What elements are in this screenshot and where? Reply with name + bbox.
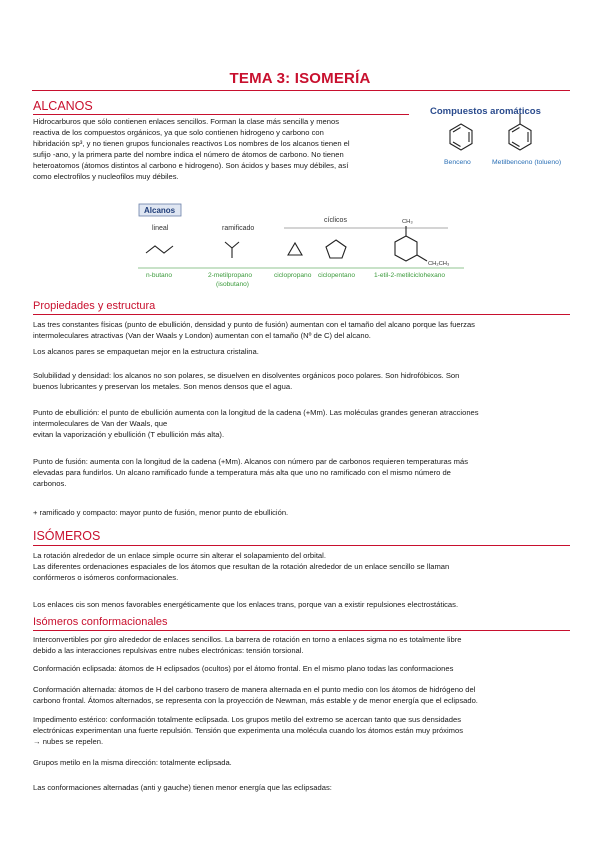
aromaticos-figure [416,100,576,172]
ethylmethylcyclohexane-ring [395,226,427,261]
heading-isomeros-rule [33,545,570,546]
text-line: + ramificado y compacto: mayor punto de fusión, menor punto de ebullición. [33,508,289,517]
text-line: La rotación alrededor de un enlace simple ocurre sin alterar el solapamiento del orbital. [33,551,326,560]
label-ramificado: ramificado [222,225,255,232]
label-lineal: lineal [152,225,169,232]
label-ch3: CH₃ [402,219,413,225]
isobutane-skeleton [225,242,239,258]
label-etil-metil: 1-etil-2-metilciclohexano [374,272,446,279]
propiedades-p5 [33,456,569,489]
text-line: Las tres constantes físicas (punto de ebullición, densidad y punto de fusión) aumentan con el tamaño del alcano porque las fuerzas [33,320,475,329]
toluene-ring [509,114,531,150]
conformacionales-p3 [33,684,569,706]
text-line: Los alcanos pares se empaquetan mejor en la estructura cristalina. [33,347,259,356]
label-isobutano: (isobutano) [216,281,249,288]
conformacionales-p4 [33,714,569,747]
label-2-metilpropano: 2-metilpropano [208,272,252,279]
propiedades-p2 [33,346,569,357]
benzene-ring [450,124,472,150]
text-line: intermoleculares atractivas (Van der Waals y London) aumentan con el tamaño (Nº de C) del alcano. [33,331,371,340]
propiedades-p3 [33,370,569,392]
text-line: heteroatomos (átomos distintos al carbono e hidrogeno). Son ácidos y bases muy débiles, así [33,161,349,170]
text-line: reactiva de los compuestos orgánicos, ya que solo contienen hidrogeno y carbono con [33,128,324,137]
label-ciclopropano: ciclopropano [274,272,312,279]
isomeros-p1 [33,550,569,583]
conformacionales-p5 [33,757,569,768]
propiedades-p4 [33,407,569,440]
alcanos-figure [138,198,464,294]
propiedades-p1 [33,319,569,341]
text-line: Solubilidad y densidad: los alcanos no son polares, se disuelven en disolventes orgánicos poco polares. Son hidrofóbicos. Son [33,371,460,380]
n-butane-skeleton [146,246,173,253]
heading-propiedades-rule [33,314,570,315]
title-underline [32,90,570,91]
text-line: Punto de ebullición: el punto de ebullición aumenta con la longitud de la cadena (+Mm). Las moléculas grandes generan atracciones [33,408,479,417]
alkane-structures [138,198,464,294]
text-line: Impedimento estérico: conformación totalmente eclipsada. Los grupos metilo del extremo se acercan tanto que sus densidades [33,715,462,724]
text-line: Conformación eclipsada: átomos de H eclipsados (ocultos) por el átomo frontal. En el mismo plano todas las conformaciones [33,664,454,673]
heading-isomeros: ISÓMEROS [33,529,101,543]
text-line: Los enlaces cis son menos favorables energéticamente que los enlaces trans, porque van a existir repulsiones electrostáticas. [33,600,459,609]
text-line: debido a las interacciones repulsivas entre nubes electrónicas: tensión torsional. [33,646,304,655]
cyclopentane-ring [326,240,346,258]
label-ch2ch3: CH₂CH₃ [428,261,450,267]
text-line: elevadas para fundirlos. Un alcano ramificado funde a temperatura más alta que uno no ramificado con el mismo número de [33,468,451,477]
heading-conformacionales: Isómeros conformacionales [33,616,168,628]
label-ciclicos: cíclicos [324,217,347,224]
cyclopropane-ring [288,243,302,255]
heading-propiedades: Propiedades y estructura [33,300,156,312]
page-title: TEMA 3: ISOMERÍA [229,70,371,87]
isomeros-p2 [33,599,569,610]
text-line: Las diferentes ordenaciones espaciales de los átomos que resultan de la rotación alrededor de un enlace sencillo se llaman [33,562,450,571]
text-line: Grupos metilo en la misma dirección: totalmente eclipsada. [33,758,232,767]
text-line: Las conformaciones alternadas (anti y gauche) tienen menor energía que las eclipsadas: [33,783,332,792]
heading-conformacionales-rule [33,630,570,631]
text-line: hibridación sp³, y no tienen grupos funcionales reactivos Los nombres de los alcanos tienen el [33,139,350,148]
text-line: buenos lubricantes y preservan los metales. Son menos densos que el agua. [33,382,293,391]
alcanos-box-label: Alcanos [144,206,176,215]
text-line: Conformación alternada: átomos de H del carbono trasero de manera alternada en el punto medio con los átomos de hidrógeno del [33,685,476,694]
text-line: electrónicas experimentan una fuerte repulsión. Tensión que experimenta una molécula cuando los átomos están muy próximos [33,726,463,735]
text-line: → nubes se repelen. [33,737,104,746]
text-line: Interconvertibles por giro alrededor de enlaces sencillos. La barrera de rotación en torno a enlaces sigma no es totalmente libre [33,635,462,644]
text-line: confórmeros o isómeros conformacionales. [33,573,179,582]
label-ciclopentano: ciclopentano [318,272,356,279]
text-line: evitan la vaporización y ebullición (T ebullición más alta). [33,430,225,439]
conformacionales-p2 [33,663,569,674]
propiedades-p6 [33,507,569,518]
label-n-butano: n-butano [146,272,173,279]
text-line: sufijo -ano, y la primera parte del nombre indica el número de átomos de carbono. No tienen [33,150,344,159]
label-metilbenceno: Metilbenceno (tolueno) [492,159,562,166]
text-line: Punto de fusión: aumenta con la longitud de la cadena (+Mm). Alcanos con número par de carbonos requieren temperaturas más [33,457,468,466]
text-line: como electrofilos y nucleofilos muy débiles. [33,172,179,181]
label-benceno: Benceno [444,159,471,166]
text-line: carbonos. [33,479,67,488]
text-line: carbono frontal. Átomos alternados, se representa con la proyección de Newman, más estable y de menor energía que el eclipsado. [33,696,478,705]
heading-alcanos-rule [33,114,409,115]
conformacionales-p6 [33,782,569,793]
alcanos-paragraph [33,116,411,182]
aromatic-structures [416,100,576,172]
aromaticos-title: Compuestos aromáticos [430,106,541,117]
text-line: Hidrocarburos que sólo contienen enlaces sencillos. Forman la clase más sencilla y menos [33,117,340,126]
conformacionales-p1 [33,634,569,656]
heading-alcanos: ALCANOS [33,99,93,113]
text-line: intermoleculares de Van der Waals, que [33,419,168,428]
